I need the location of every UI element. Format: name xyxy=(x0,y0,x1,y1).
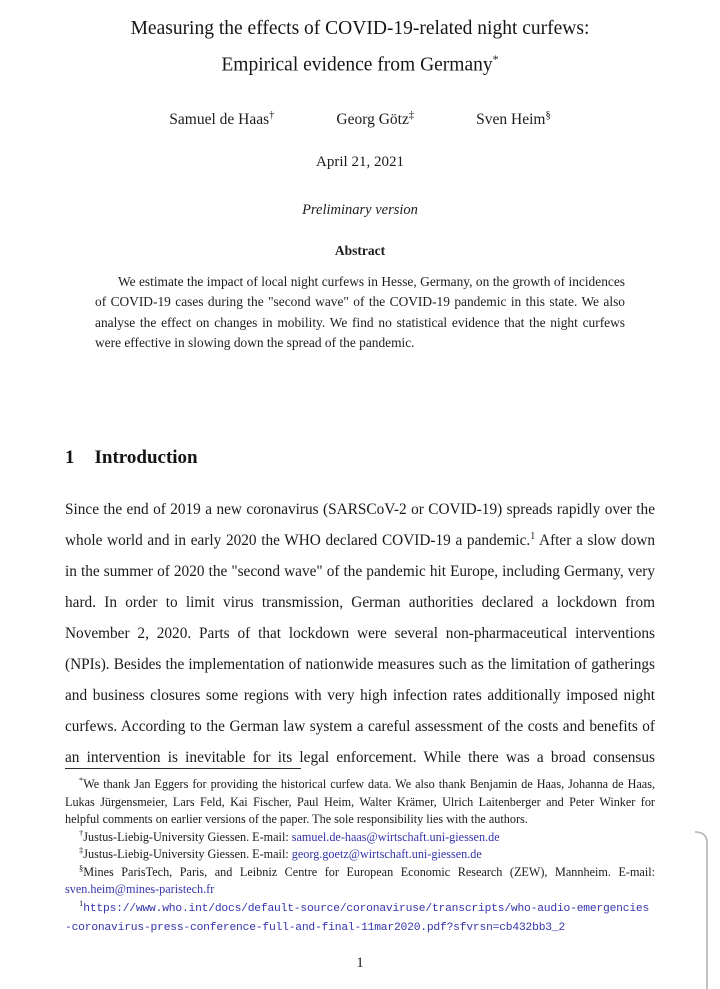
paper-title-line2: Empirical evidence from Germany* xyxy=(221,52,499,76)
footnote-star: *We thank Jan Eggers for providing the historical curfew data. We also thank Benjamin de Haas, Johanna de Haas, Lukas Jürgensmeier, Lars Feld, Kai Fischer, Paul Heim, Walter Krämer, Ulrich Laitenberger and Peter Winker for helpful comments on earlier versions of the paper. The sole responsibility lies with the authors. xyxy=(65,774,655,826)
author-row xyxy=(65,110,655,129)
email-link-sven[interactable]: sven.heim@mines-paristech.fr xyxy=(65,882,215,896)
footnote-1-url: $^1$https://www.who.int/docs/default-source/coronaviruse/transcripts/who-audio-emergencies-coronavirus-press-conference-full-and-final-11mar2020.pdf?sfvrsn=cb432bb3_2 xyxy=(65,897,650,934)
author-1-affiliation-marker: † xyxy=(269,109,275,121)
email-link-samuel[interactable]: samuel.de-haas@wirtschaft.uni-giessen.de xyxy=(291,829,500,844)
abstract-text: We estimate the impact of local night curfews in Hesse, Germany, on the growth of incidences of COVID-19 cases during the "second wave" of the COVID-19 pandemic in this state. We also analyse the effect on changes in mobility. We find no statistical evidence that the night curfews were effective in slowing down the spread of the pandemic. xyxy=(95,273,625,351)
footnote-area xyxy=(65,768,655,937)
paper-title xyxy=(65,13,655,81)
email-link-georg[interactable]: georg.goetz@wirtschaft.uni-giessen.de xyxy=(291,847,482,861)
scrollbar-thumb[interactable] xyxy=(694,825,712,989)
footnote-dagger: †Justus-Liebig-University Giessen. E-mail: samuel.de-haas@wirtschaft.uni-giessen.de xyxy=(79,827,500,844)
section-1-heading xyxy=(65,447,655,469)
section-1-title: Introduction xyxy=(94,446,198,468)
paper-title-line1: Measuring the effects of COVID-19-related night curfews: xyxy=(130,18,590,39)
footnote-rule xyxy=(65,768,301,769)
footnote-reference-1[interactable]: 1 xyxy=(530,530,536,542)
author-3: Sven Heim§ xyxy=(476,109,551,128)
title-footnote-marker: * xyxy=(492,52,499,66)
page-number: 1 xyxy=(356,955,364,971)
version-note: Preliminary version xyxy=(302,201,418,218)
footnote-section-mark: §Mines ParisTech, Paris, and Leibniz Centre for European Economic Research (ZEW), Mannheim. E-mail: sven.heim@mines-paristech.fr xyxy=(65,862,655,896)
author-1: Samuel de Haas† xyxy=(169,109,275,128)
abstract-heading: Abstract xyxy=(334,242,386,258)
paper-date: April 21, 2021 xyxy=(316,153,404,170)
author-2-affiliation-marker: ‡ xyxy=(408,109,415,121)
author-3-affiliation-marker: § xyxy=(545,109,551,121)
introduction-paragraph: Since the end of 2019 a new coronavirus (SARSCoV-2 or COVID-19) spreads rapidly over the whole world and in early 2020 the WHO declared COVID-19 a pandemic.$^1$ After a slow down in the summer of 2020 the "second wave" of the pandemic hit Europe, including Germany, very hard. In order to limit virus transmission, German authorities declared a lockdown from November 2, 2020. Parts of that lockdown were several non-pharmaceutical interventions (NPIs). Besides the implementation of nationwide measures such as the limitation of gatherings and business closures some regions with very high infection rates additionally imposed night curfews. According to the German law system a careful assessment of the costs and benefits of an intervention is inevitable for its legal enforcement. While there was a broad consensus xyxy=(65,500,655,766)
page-content xyxy=(65,0,655,788)
author-2: Georg Götz‡ xyxy=(336,109,415,128)
who-url-link[interactable]: https://www.who.int/docs/default-source/coronaviruse/transcripts/who-audio-emergencies-coronavirus-press-conference-full-and-final-11mar2020.pdf?sfvrsn=cb432bb3_2 xyxy=(65,902,650,934)
footnote-double-dagger: ‡Justus-Liebig-University Giessen. E-mail: georg.goetz@wirtschaft.uni-giessen.de xyxy=(79,844,482,861)
section-1-number: 1 xyxy=(65,446,75,468)
